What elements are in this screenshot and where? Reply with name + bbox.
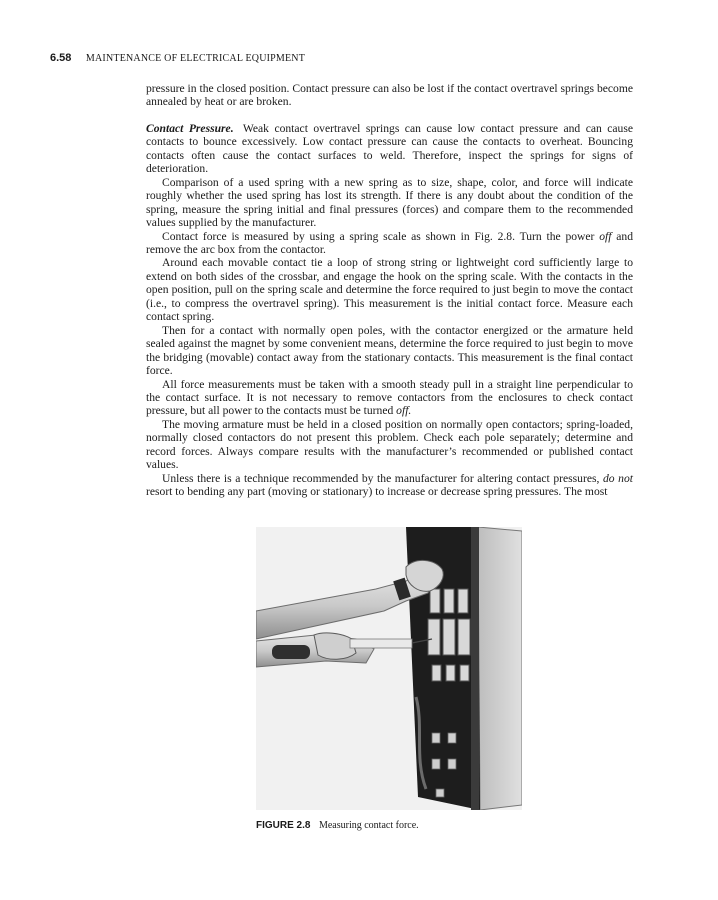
paragraph	[146, 378, 633, 418]
paragraph: Comparison of a used spring with a new spring as to size, shape, color, and force will indicate roughly whether the used spring has lost its strength. If there is any doubt about the condition of the spring, measure the spring initial and final pressures (forces) and compare them to the recommended values supplied by the manufacturer.	[146, 175, 633, 230]
paragraph: Then for a contact with normally open poles, with the contactor energized or the armature held sealed against the magnet by some convenient means, determine the force required to just begin to move the bridging (movable) contact away from the stationary contacts. This measurement is the final contact force.	[146, 323, 633, 378]
paragraph-text: Contact force is measured by using a spring scale as shown in Fig. 2.8. Turn the power	[162, 229, 600, 243]
paragraph-text: Unless there is a technique recommended by the manufacturer for altering contact pressures,	[162, 471, 603, 485]
paragraph: Around each movable contact tie a loop of strong string or lightweight cord sufficiently large to extend on both sides of the crossbar, and engage the hook on the spring scale. With the contacts in the open position, pull on the spring scale and determine the force required to just begin to move the contact (i.e., to compress the overtravel spring). This measurement is the initial contact force. Measure each contact spring.	[146, 256, 633, 324]
paragraph-text: and remove the arc box from the contactor.	[146, 229, 633, 256]
figure-photo	[256, 527, 522, 810]
paragraph-text: resort to bending any part (moving or stationary) to increase or decrease spring pressures. The most	[146, 485, 608, 499]
spring-scale-barrel	[350, 639, 412, 648]
figure-caption	[256, 819, 616, 832]
paragraph-text: Weak contact overtravel springs can cause low contact pressure and can cause contacts to bounce excessively. Low contact pressure can cause the contacts to overheat. Bouncing contacts often cause the contact surfaces to weld. Therefore, inspect the springs for signs of deterioration.	[146, 121, 633, 176]
paragraph-continued: pressure in the closed position. Contact pressure can also be lost if the contact overtravel springs become annealed by heat or are broken.	[146, 82, 633, 109]
page-number: 6.58	[50, 52, 72, 64]
paragraph: The moving armature must be held in a closed position on normally open contactors; spring-loaded, normally closed contactors do not present this problem. Check each pole separately; determine and record forces. Always compare results with the manufacturer’s recommended or published contact values.	[146, 417, 633, 472]
emphasis: do not	[603, 471, 633, 485]
paragraph	[146, 472, 633, 499]
body-text	[146, 82, 633, 499]
enclosure-side	[478, 527, 522, 810]
contactor-blocks	[428, 589, 470, 681]
paragraph-text: All force measurements must be taken with a smooth steady pull in a straight line perpendicular to the contact surface. It is not necessary to remove contactors from the enclosures to check contact pressure, but all power to the contacts must be turned	[146, 377, 633, 418]
paragraph-contact-pressure	[146, 122, 633, 176]
run-in-heading: Contact Pressure.	[146, 121, 234, 135]
running-header	[50, 51, 670, 66]
spring-scale-grip	[272, 645, 310, 659]
contactor-photo-illustration	[256, 527, 522, 810]
enclosure-edge	[471, 527, 479, 810]
figure-caption-text: Measuring contact force.	[318, 820, 419, 831]
figure-label: FIGURE 2.8	[256, 820, 311, 831]
paragraph	[146, 230, 633, 257]
emphasis: off	[599, 229, 612, 243]
running-title: MAINTENANCE OF ELECTRICAL EQUIPMENT	[85, 53, 306, 64]
emphasis: off.	[396, 404, 412, 418]
